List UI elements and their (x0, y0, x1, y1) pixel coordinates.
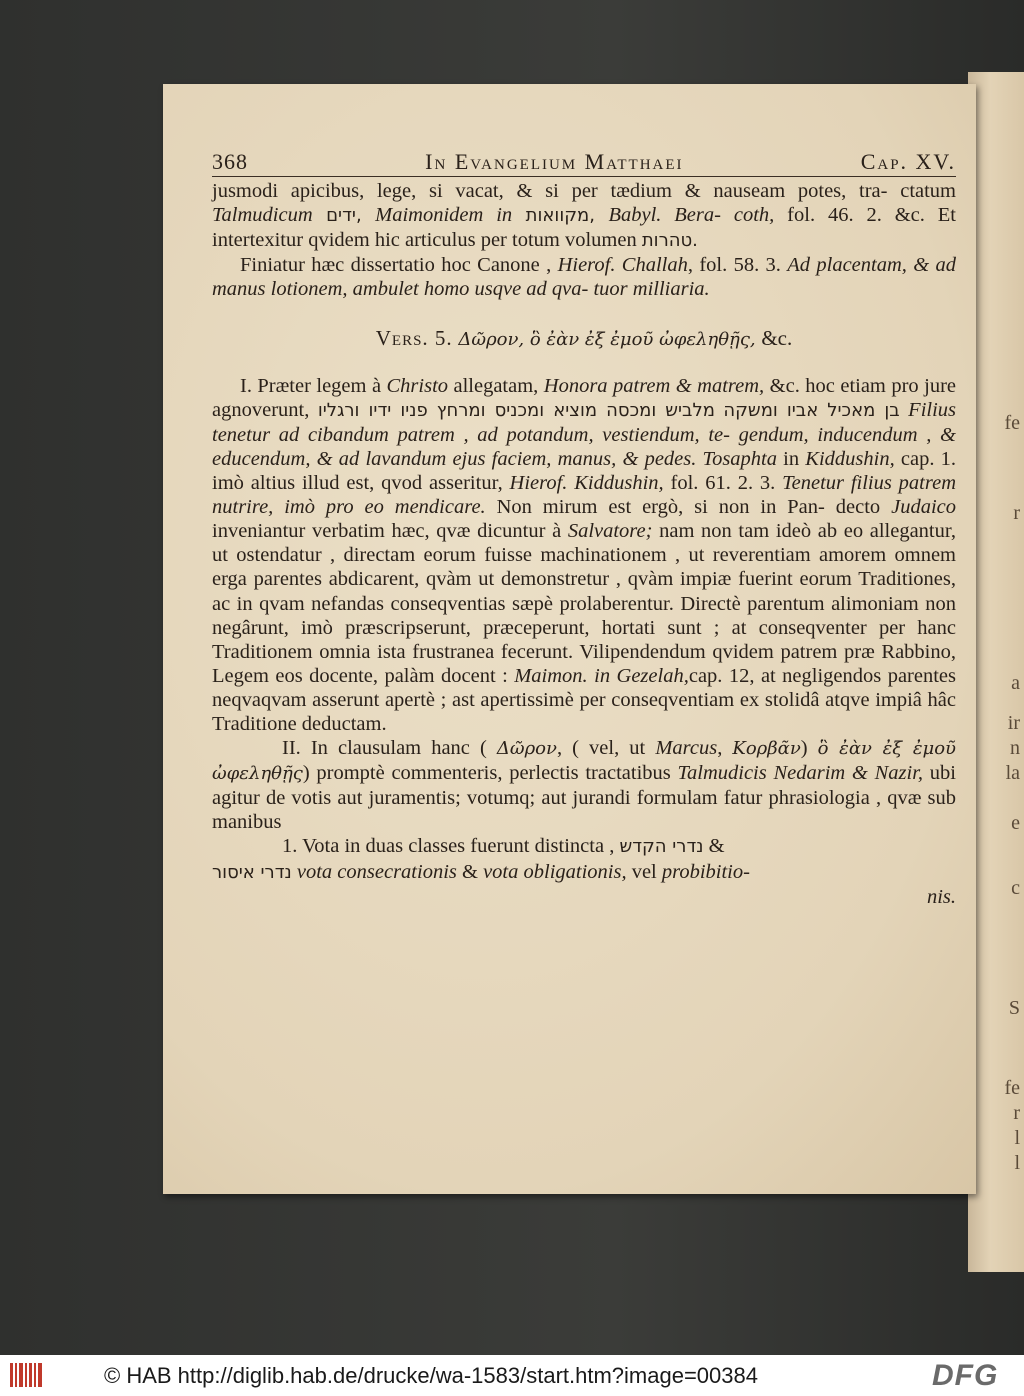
text-run-italic: Filius tenetur ad cibandum patrem , ad potandum, vestiendum, te- (212, 398, 957, 446)
text-run-italic: Marcus (655, 737, 718, 760)
text-run: allegatam, (448, 374, 544, 397)
text-run: &c. (761, 325, 793, 350)
section-ii (212, 736, 956, 834)
text-run: , ( vel, ut (556, 737, 656, 760)
text-run: cap. 12, at negligendos parentes neqvaqvam asserunt apertè ; ast apertissimè per conseqventiam ex stolidâ atqve impiâ hâc Traditione deductam. (212, 664, 956, 735)
paragraph-continued (212, 179, 956, 253)
text-run-italic: Salvatore; (567, 520, 653, 543)
greek-text: Δῶρον, ὃ ἐὰν ἐξ ἐμοῦ ὠφεληθῇς, (452, 328, 762, 350)
text-run-italic: Judaico (891, 496, 956, 519)
text-run-italic: manus, & pedes. (557, 447, 697, 470)
text-run: & (703, 835, 725, 858)
text-run-italic: Kiddushin, (805, 447, 895, 470)
text-run-italic: Babyl. Bera- (608, 204, 721, 227)
section-i (212, 374, 956, 736)
facing-page-fragment: e (1011, 812, 1020, 834)
page-text (212, 150, 956, 909)
text-run: nam non tam ideò ab eo allegantur, ut ostendatur , directam eorum fuisse machinationem , ut reverentiam amorem omnem erga parentes abdicarent, qvàm ut demonstretur , qvàm impiæ fuerint eorum Traditiones, ac in qvam nefandas conseqventias sæpè prolaberentur. Directè parentum alimoniam non negârunt, imò præscripserunt, præceperunt, hortati sunt ; at conseqventer per hanc Traditionem omnia ista frustranea fecerunt. Vilipendendum qvidem patrem præ Rabbino, Legem eos docente, palàm docent : (212, 520, 957, 687)
text-run-italic: Hierof. Kiddushin, (509, 472, 664, 495)
text-run-italic: tuor milliaria. (593, 278, 710, 301)
paragraph-canon (212, 253, 956, 301)
facing-page-fragment: fe (1004, 412, 1020, 434)
text-run-italic: nis. (926, 885, 956, 908)
text-run: decto (835, 496, 892, 519)
page-number: 368 (212, 149, 248, 174)
facing-page-fragment: a (1011, 672, 1020, 694)
text-run-italic: gendum, inducendum , & educendum, & ad lavandum ejus faciem, (212, 423, 956, 470)
facing-page-fragment: fe (1004, 1077, 1020, 1099)
text-run: qvod asseritur, (381, 472, 510, 495)
facing-page-fragment: la (1005, 762, 1020, 784)
facing-page-fragment: r (1013, 502, 1020, 524)
running-head (212, 150, 956, 177)
text-run: I. Præter legem à (240, 374, 387, 397)
text-run: fol. 61. 2. 3. (663, 472, 783, 495)
hebrew-text: מקוואות, (512, 205, 609, 227)
text-run: inveniantur verbatim hæc, qvæ dicuntur à (212, 520, 568, 543)
text-run: jusmodi apicibus, lege, si vacat, & si per tædium & nauseam potes, tra- (212, 180, 888, 203)
section-1-tail (212, 885, 956, 909)
text-run: cap. 1. imò altius illud est, (212, 447, 957, 495)
text-run-italic: Talmudicum (212, 204, 313, 227)
text-run-italic: Honora patrem & matrem, (543, 374, 765, 397)
greek-text: ὃ ἐὰν ἐξ ἐμοῦ ὠφεληθῇς (212, 738, 956, 785)
hebrew-text: נדרי איסור (212, 861, 292, 883)
greek-text: Δῶρον (496, 738, 557, 760)
text-run-italic: Tenetur filius patrem (782, 472, 957, 495)
facing-page-edge (968, 72, 1024, 1272)
hebrew-text: טהרות. (641, 230, 698, 252)
dfg-logo: DFG (932, 1359, 999, 1392)
text-run: vel (626, 860, 662, 883)
hebrew-text: בן מאכיל אביו ומשקה (723, 399, 900, 421)
text-run-italic: Maimon. in Gezelah, (514, 664, 689, 687)
facing-page-fragment: r (1013, 1102, 1020, 1124)
copyright-url[interactable]: © HAB http://diglib.hab.de/drucke/wa-1583/start.htm?image=00384 (104, 1363, 758, 1388)
text-run-italic: coth, (733, 204, 775, 227)
text-run-italic: Ad placentam, & ad manus lotionem, ambulet homo usqve ad qva- (212, 254, 957, 301)
text-run: ctatum (900, 180, 957, 203)
facing-page-fragment: n (1010, 737, 1020, 759)
text-run: 1. Vota in duas classes fuerunt distincta , (282, 835, 620, 858)
text-run: Non mirum est ergò, si non in Pan- (485, 496, 825, 519)
facing-page-fragment: ir (1007, 712, 1020, 734)
text-run: Finiatur hæc dissertatio hoc Canone , (240, 254, 558, 277)
text-run-italic: nutrire, imò pro eo mendicare. (212, 496, 486, 519)
greek-text: Κορβᾶν (732, 738, 801, 760)
text-run: & (456, 860, 484, 883)
text-run-italic: Maimonidem in (375, 204, 513, 227)
facing-page-fragment: c (1011, 877, 1020, 899)
hebrew-text: נדרי הקדש (619, 836, 704, 858)
text-run: in (777, 447, 806, 470)
text-run: ) promptè commenteris, perlectis tractatibus (302, 762, 678, 785)
text-run: , fol. 58. 3. (687, 254, 781, 277)
text-run-italic: vota obligationis, (483, 860, 627, 883)
facing-page-fragment: S (1008, 997, 1020, 1019)
text-run: volumen (564, 229, 642, 252)
running-title: In Evangelium Matthaei (425, 149, 684, 174)
hebrew-text: מלביש ומכסה מוציא ומכניס ומרחץ פניו ידיו ורגליו (317, 399, 715, 421)
text-run-italic: vota consecrationis (291, 860, 457, 883)
text-run: ubi agitur de votis aut juramentis; votumq; aut jurandi formulam fatur phrasiologia , qvæ sub manibus (212, 762, 956, 834)
barcode-icon (10, 1361, 44, 1389)
facing-page-fragment: l (1014, 1152, 1020, 1174)
hebrew-text: ידים, (312, 205, 376, 227)
text-run: ) (800, 737, 818, 760)
verse-label: Vers. 5. (375, 325, 453, 350)
text-run: &c. hoc etiam pro jure agnoverunt, (212, 374, 956, 421)
section-1 (212, 834, 956, 859)
text-run-italic: Tosaphta (696, 447, 777, 470)
text-run-italic: Hierof. Challah (557, 254, 688, 277)
chapter-label: Cap. XV. (860, 149, 956, 174)
section-1-continued (212, 860, 956, 885)
verse-heading (212, 326, 956, 352)
text-run: fol. 46. 2. &c. Et intertexitur qvidem hic articulus per totum (212, 204, 956, 252)
text-run-italic: probibitio- (661, 860, 750, 883)
text-run: II. In clausulam hanc ( (282, 737, 497, 760)
viewer-footer (0, 1355, 1024, 1396)
text-run-italic: Talmudicis Nedarim & Nazir, (677, 762, 924, 785)
facing-page-fragment: l (1014, 1127, 1020, 1149)
text-run: , (717, 737, 733, 760)
text-run-italic: Christo (386, 374, 449, 397)
